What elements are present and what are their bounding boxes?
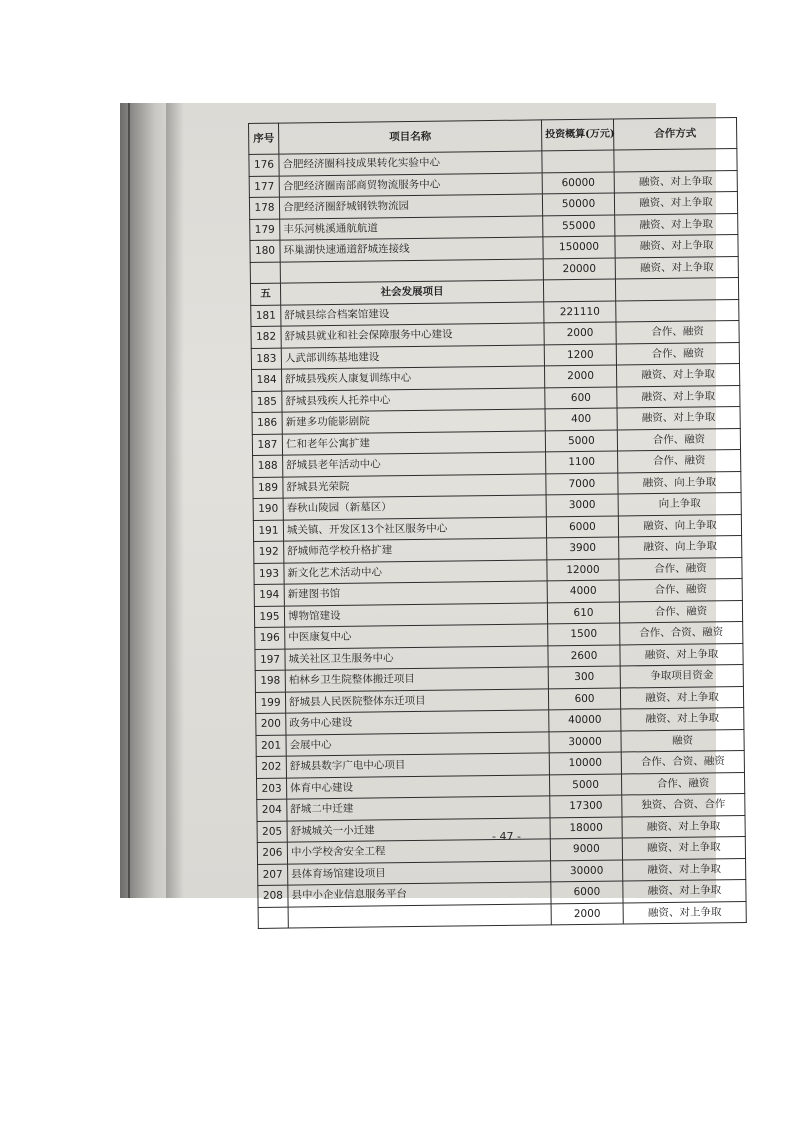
row-num-cell: 194	[254, 584, 284, 606]
row-investment-cell: 7000	[546, 473, 618, 495]
row-mode-cell: 合作、融资	[619, 578, 742, 601]
row-name-cell: 春秋山陵园（新墓区）	[283, 495, 546, 520]
row-num-cell: 205	[257, 821, 287, 843]
row-name-cell: 舒城城关一小迁建	[287, 817, 550, 842]
row-investment-cell: 12000	[547, 559, 619, 581]
row-mode-cell: 合作、合资、融资	[620, 621, 743, 644]
row-name-cell: 舒城师范学校升格扩建	[284, 538, 547, 563]
row-name-cell: 舒城县残疾人托养中心	[282, 387, 545, 412]
row-name-cell: 会展中心	[286, 731, 549, 756]
row-mode-cell: 争取项目资金	[620, 664, 743, 687]
row-num-cell: 184	[252, 369, 282, 391]
row-num-cell: 190	[253, 498, 283, 520]
row-num-cell: 178	[249, 197, 279, 219]
row-name-cell: 县体育场馆建设项目	[288, 860, 551, 885]
row-investment-cell: 55000	[543, 215, 615, 237]
row-name-cell: 新建多功能影剧院	[282, 409, 545, 434]
row-name-cell: 舒城县人民医院整体东迁项目	[285, 688, 548, 713]
row-num-cell: 197	[255, 649, 285, 671]
row-investment-cell: 610	[547, 601, 619, 623]
row-num-cell: 185	[252, 391, 282, 413]
row-investment-cell: 18000	[550, 816, 622, 838]
row-name-cell: 新建图书馆	[284, 581, 547, 606]
row-investment-cell: 300	[548, 666, 620, 688]
row-mode-cell: 融资	[621, 729, 744, 752]
row-investment-cell: 17300	[550, 795, 622, 817]
row-investment-cell: 40000	[549, 709, 621, 731]
row-investment-cell	[542, 150, 614, 172]
header-mode: 合作方式	[613, 118, 736, 151]
row-investment-cell: 221110	[544, 301, 616, 323]
row-mode-cell: 融资、对上争取	[623, 879, 746, 902]
row-investment-cell: 600	[545, 387, 617, 409]
row-num-cell: 186	[252, 412, 282, 434]
row-investment-cell: 30000	[551, 859, 623, 881]
row-name-cell: 县中小企业信息服务平台	[288, 882, 551, 907]
row-name-cell: 舒城县残疾人康复训练中心	[282, 366, 545, 391]
row-name-cell: 仁和老年公寓扩建	[282, 430, 545, 455]
row-investment-cell: 60000	[542, 172, 614, 194]
row-num-cell: 201	[256, 735, 286, 757]
row-num-cell: 182	[251, 326, 281, 348]
row-name-cell: 博物馆建设	[284, 602, 547, 627]
row-investment-cell: 5000	[549, 773, 621, 795]
row-investment-cell: 150000	[543, 236, 615, 258]
row-num-cell: 196	[255, 627, 285, 649]
row-mode-cell: 融资、对上争取	[617, 407, 740, 430]
header-num: 序号	[249, 123, 279, 154]
row-name-cell: 社会发展项目	[280, 280, 543, 305]
row-num-cell: 203	[257, 778, 287, 800]
row-name-cell: 中小学校舍安全工程	[287, 839, 550, 864]
page-number: - 47 -	[492, 830, 521, 843]
row-mode-cell: 向上争取	[618, 493, 741, 516]
row-mode-cell: 融资、对上争取	[615, 235, 738, 258]
row-num-cell: 208	[258, 885, 288, 907]
row-mode-cell: 融资、对上争取	[623, 901, 746, 924]
row-mode-cell: 融资、对上争取	[615, 256, 738, 279]
row-name-cell: 政务中心建设	[286, 710, 549, 735]
row-mode-cell	[615, 278, 738, 301]
row-name-cell: 新文化艺术活动中心	[284, 559, 547, 584]
row-num-cell: 195	[254, 606, 284, 628]
row-mode-cell: 融资、向上争取	[618, 514, 741, 537]
row-num-cell: 183	[251, 348, 281, 370]
row-num-cell: 188	[253, 455, 283, 477]
row-mode-cell: 融资、对上争取	[620, 643, 743, 666]
row-mode-cell: 融资、对上争取	[621, 707, 744, 730]
row-investment-cell: 50000	[542, 193, 614, 215]
row-name-cell: 柏林乡卫生院整体搬迁项目	[285, 667, 548, 692]
row-num-cell: 206	[257, 842, 287, 864]
row-mode-cell: 合作、融资	[617, 428, 740, 451]
row-mode-cell	[614, 149, 737, 172]
row-mode-cell: 融资、向上争取	[619, 536, 742, 559]
row-investment-cell: 5000	[545, 430, 617, 452]
row-investment-cell: 9000	[550, 838, 622, 860]
document-page	[166, 103, 726, 920]
row-investment-cell: 2600	[548, 644, 620, 666]
row-name-cell: 舒城县就业和社会保障服务中心建设	[281, 323, 544, 348]
row-name-cell: 丰乐河桃溪通航航道	[280, 215, 543, 240]
book-binding	[120, 103, 170, 898]
row-investment-cell: 2000	[544, 322, 616, 344]
row-name-cell: 中医康复中心	[285, 624, 548, 649]
binding-edge	[128, 103, 130, 898]
row-mode-cell: 融资、对上争取	[616, 364, 739, 387]
header-investment: 投资概算(万元)	[541, 119, 613, 151]
row-name-cell: 环巢湖快速通道舒城连接线	[280, 237, 543, 262]
row-investment-cell: 30000	[549, 730, 621, 752]
row-investment-cell: 1100	[546, 451, 618, 473]
row-mode-cell: 合作、融资	[619, 557, 742, 580]
row-name-cell: 城关镇、开发区13个社区服务中心	[283, 516, 546, 541]
row-num-cell: 180	[250, 240, 280, 262]
row-name-cell: 体育中心建设	[286, 774, 549, 799]
row-num-cell: 198	[255, 670, 285, 692]
row-name-cell: 城关社区卫生服务中心	[285, 645, 548, 670]
row-name-cell: 舒城县数字广电中心项目	[286, 753, 549, 778]
row-investment-cell: 10000	[549, 752, 621, 774]
row-num-cell: 176	[249, 154, 279, 176]
row-investment-cell: 3000	[546, 494, 618, 516]
row-num-cell: 179	[250, 219, 280, 241]
row-name-cell: 舒城县综合档案馆建设	[281, 301, 544, 326]
row-mode-cell	[616, 299, 739, 322]
row-mode-cell: 合作、融资	[616, 342, 739, 365]
row-investment-cell: 600	[548, 687, 620, 709]
row-mode-cell: 融资、对上争取	[622, 836, 745, 859]
row-num-cell: 187	[252, 434, 282, 456]
row-mode-cell: 合作、融资	[616, 321, 739, 344]
row-investment-cell: 20000	[543, 258, 615, 280]
row-num-cell: 189	[253, 477, 283, 499]
row-num-cell: 200	[256, 713, 286, 735]
row-investment-cell	[543, 279, 615, 301]
row-name-cell: 人武部训练基地建设	[281, 344, 544, 369]
row-num-cell: 191	[253, 520, 283, 542]
scanned-photo	[120, 103, 726, 920]
row-investment-cell: 1500	[548, 623, 620, 645]
row-num-cell: 207	[258, 864, 288, 886]
row-mode-cell: 合作、融资	[618, 450, 741, 473]
header-name: 项目名称	[279, 120, 542, 154]
row-investment-cell: 400	[545, 408, 617, 430]
row-mode-cell: 融资、对上争取	[623, 858, 746, 881]
row-investment-cell: 2000	[544, 365, 616, 387]
row-num-cell: 192	[254, 541, 284, 563]
row-investment-cell: 2000	[551, 902, 623, 924]
row-name-cell: 合肥经济圈舒城钢铁物流园	[279, 194, 542, 219]
row-mode-cell: 融资、对上争取	[614, 192, 737, 215]
row-num-cell: 193	[254, 563, 284, 585]
row-investment-cell: 4000	[547, 580, 619, 602]
row-num-cell: 177	[249, 176, 279, 198]
row-num-cell: 五	[250, 283, 280, 305]
row-mode-cell: 合作、融资	[619, 600, 742, 623]
row-mode-cell: 合作、融资	[621, 772, 744, 795]
row-investment-cell: 3900	[547, 537, 619, 559]
row-num-cell: 199	[255, 692, 285, 714]
row-mode-cell: 融资、对上争取	[620, 686, 743, 709]
row-num-cell: 181	[251, 305, 281, 327]
row-name-cell: 舒城县老年活动中心	[283, 452, 546, 477]
row-mode-cell: 融资、对上争取	[615, 213, 738, 236]
row-name-cell: 舒城县光荣院	[283, 473, 546, 498]
row-mode-cell: 独资、合资、合作	[622, 793, 745, 816]
row-mode-cell: 融资、对上争取	[614, 170, 737, 193]
row-num-cell	[250, 262, 280, 284]
row-num-cell	[258, 907, 288, 929]
row-mode-cell: 融资、对上争取	[622, 815, 745, 838]
row-investment-cell: 6000	[546, 516, 618, 538]
row-investment-cell: 1200	[544, 344, 616, 366]
row-name-cell: 合肥经济圈南部商贸物流服务中心	[279, 172, 542, 197]
project-table-container	[248, 117, 747, 929]
row-mode-cell: 融资、对上争取	[617, 385, 740, 408]
row-name-cell: 舒城二中迁建	[287, 796, 550, 821]
project-table	[248, 117, 747, 929]
row-name-cell	[288, 903, 551, 928]
table-body	[249, 149, 746, 929]
row-num-cell: 202	[256, 756, 286, 778]
page-gutter-shadow	[166, 103, 184, 898]
row-num-cell: 204	[257, 799, 287, 821]
row-name-cell: 合肥经济圈科技成果转化实验中心	[279, 151, 542, 176]
row-mode-cell: 融资、向上争取	[618, 471, 741, 494]
row-mode-cell: 合作、合资、融资	[621, 750, 744, 773]
row-investment-cell: 6000	[551, 881, 623, 903]
